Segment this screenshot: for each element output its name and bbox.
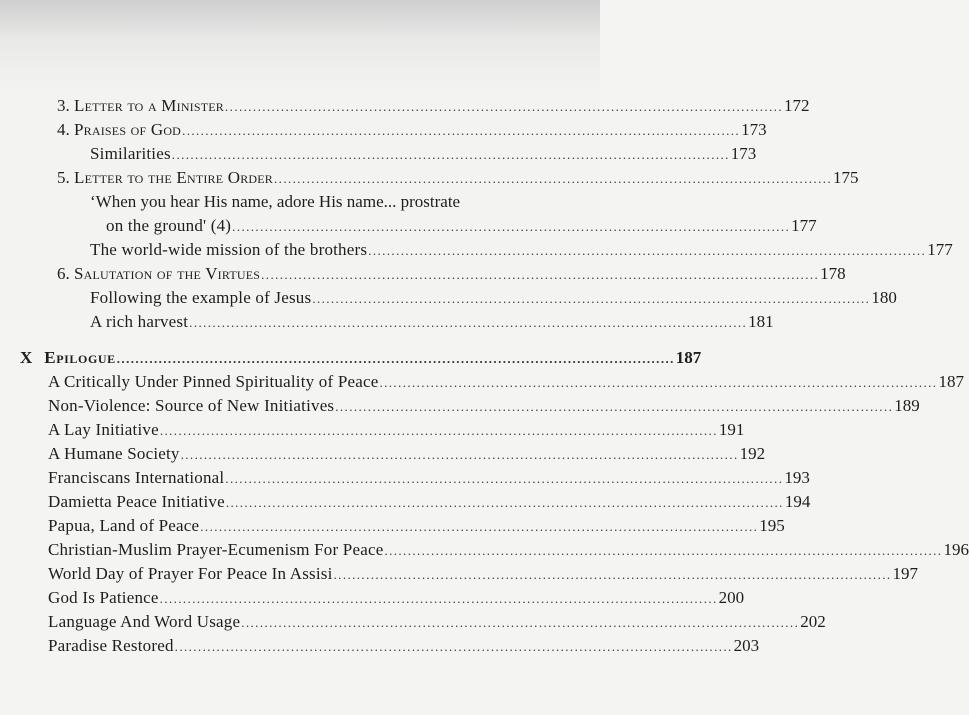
toc-entry-world-wide-mission [90, 238, 953, 263]
toc-entry-page: 196 [943, 540, 969, 559]
toc-entry-paradise-restored [48, 634, 760, 659]
toc-entry-number: 3. [57, 96, 70, 115]
toc-entry-papua [48, 514, 785, 539]
dot-leader: ........................................................................................................................ [312, 291, 871, 306]
toc-entry-page: 175 [833, 168, 859, 187]
toc-entry-page: 180 [871, 288, 897, 307]
toc-entry-title: A Humane Society [48, 444, 180, 463]
dot-leader: ........................................................................................................................ [225, 471, 784, 486]
toc-entry-critically-under-pinned [48, 370, 964, 395]
dot-leader: ........................................................................................................................ [159, 423, 718, 438]
toc-entry-number: 6. [57, 264, 70, 283]
toc-entry-title: A rich harvest [90, 312, 189, 331]
toc-entry-page: 200 [718, 588, 745, 607]
toc-entry-hear-his-name [106, 214, 817, 239]
toc-entry-page: 192 [739, 444, 766, 463]
toc-entry-page: 187 [938, 372, 964, 391]
dot-leader: ........................................................................................................................ [241, 615, 800, 630]
toc-entry-title: Language And Word Usage [48, 612, 241, 631]
toc-entry-page: 203 [733, 636, 760, 655]
dot-leader: ........................................................................................................................ [274, 171, 833, 186]
toc-entry-rich-harvest [90, 310, 774, 335]
chapter-number: X [20, 348, 33, 367]
dot-leader: ........................................................................................................................ [200, 519, 759, 534]
toc-entry-page: 178 [820, 264, 846, 283]
dot-leader: ........................................................................................................................ [182, 123, 741, 138]
toc-entry-god-is-patience [48, 586, 745, 611]
toc-entry-page: 202 [800, 612, 826, 631]
toc-entry-letter-to-minister [57, 94, 810, 119]
dot-leader: ........................................................................................................................ [333, 567, 892, 582]
toc-entry-world-day-prayer [48, 562, 919, 587]
toc-chapter-epilogue [20, 346, 702, 371]
dot-leader: ........................................................................................................................ [189, 315, 748, 330]
dot-leader: ........................................................................................................................ [384, 543, 943, 558]
toc-entry-number: 5. [57, 168, 70, 187]
dot-leader: ........................................................................................................................ [171, 147, 730, 162]
toc-entry-number: 4. [57, 120, 70, 139]
dot-leader: ........................................................................................................................ [261, 267, 820, 282]
toc-entry-page: 193 [784, 468, 810, 487]
toc-entry-franciscans-international [48, 466, 810, 491]
toc-entry-title: Letter to a Minister [74, 96, 225, 115]
toc-entry-page: 173 [741, 120, 767, 139]
toc-entry-page: 177 [791, 216, 817, 235]
toc-entry-page: 177 [927, 240, 953, 259]
toc-entry-wrapped-line: ‘When you hear His name, adore His name... prostrate [90, 192, 461, 211]
toc-entry-page: 189 [894, 396, 920, 415]
dot-leader: ........................................................................................................................ [180, 447, 739, 462]
toc-entry-title: God Is Patience [48, 588, 159, 607]
dot-leader: ........................................................................................................................ [116, 351, 675, 366]
toc-entry-page: 195 [759, 516, 785, 535]
toc-entry-damietta [48, 490, 811, 515]
dot-leader: ........................................................................................................................ [225, 495, 784, 510]
toc-entry-title: A Lay Initiative [48, 420, 159, 439]
toc-entry-non-violence [48, 394, 920, 419]
toc-entry-title: Non-Violence: Source of New Initiatives [48, 396, 335, 415]
dot-leader: ........................................................................................................................ [225, 99, 784, 114]
toc-entry-lay-initiative [48, 418, 745, 443]
toc-entry-christian-muslim [48, 538, 969, 563]
toc-entry-title: Damietta Peace Initiative [48, 492, 225, 511]
toc-entry-title: Papua, Land of Peace [48, 516, 200, 535]
dot-leader: ........................................................................................................................ [159, 591, 718, 606]
toc-entry-title: on the ground' (4) [106, 216, 232, 235]
toc-entry-title: The world-wide mission of the brothers [90, 240, 368, 259]
toc-entry-following-example [90, 286, 897, 311]
toc-entry-title: Following the example of Jesus [90, 288, 312, 307]
dot-leader: ........................................................................................................................ [232, 219, 791, 234]
toc-entry-title: Franciscans International [48, 468, 225, 487]
dot-leader: ........................................................................................................................ [379, 375, 938, 390]
toc-entry-title: Christian-Muslim Prayer-Ecumenism For Peace [48, 540, 384, 559]
toc-entry-page: 197 [892, 564, 919, 583]
toc-entry-page: 172 [784, 96, 810, 115]
toc-entry-language-word-usage [48, 610, 826, 635]
toc-entry-humane-society [48, 442, 766, 467]
toc-entry-similarities [90, 142, 757, 167]
toc-entry-title: World Day of Prayer For Peace In Assisi [48, 564, 333, 583]
toc-entry-title: Praises of God [74, 120, 182, 139]
toc-entry-title: Similarities [90, 144, 171, 163]
toc-entry-praises-of-god [57, 118, 767, 143]
toc-entry-title: Salutation of the Virtues [74, 264, 261, 283]
dot-leader: ........................................................................................................................ [174, 639, 733, 654]
chapter-page: 187 [675, 348, 702, 367]
toc-entry-page: 194 [784, 492, 811, 511]
toc-entry-salutation-virtues [57, 262, 846, 287]
chapter-title: Epilogue [44, 348, 116, 367]
toc-entry-letter-entire-order [57, 166, 859, 191]
toc-entry-title: A Critically Under Pinned Spirituality of Peace [48, 372, 379, 391]
toc-entry-page: 181 [748, 312, 774, 331]
dot-leader: ........................................................................................................................ [368, 243, 927, 258]
toc-entry-title: Paradise Restored [48, 636, 174, 655]
dot-leader: ........................................................................................................................ [335, 399, 894, 414]
toc-entry-page: 173 [730, 144, 757, 163]
toc-entry-page: 191 [718, 420, 745, 439]
toc-entry-title: Letter to the Entire Order [74, 168, 274, 187]
